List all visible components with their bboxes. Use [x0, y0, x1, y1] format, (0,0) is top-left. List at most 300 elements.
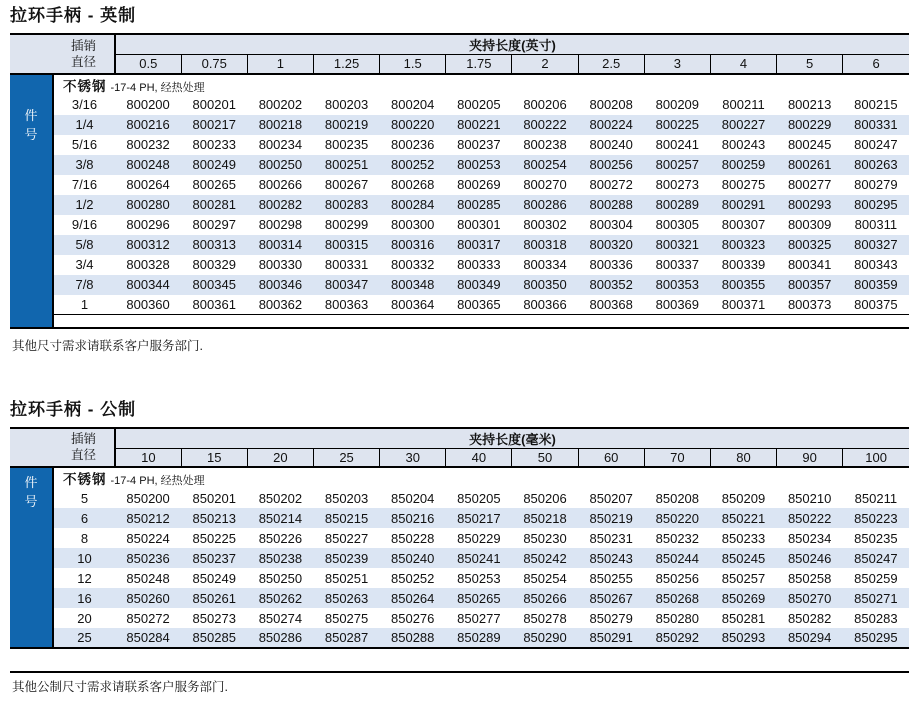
part-number-cell: 800247	[854, 137, 898, 152]
part-number-cell: 800360	[126, 296, 170, 312]
part-number-cell: 850203	[324, 490, 369, 506]
part-number-cell: 800353	[644, 275, 710, 295]
part-number-cell: 800270	[523, 177, 567, 192]
material-treatment: -17-4 PH, 经热处理	[110, 81, 205, 94]
part-number-cell: 800203	[324, 97, 369, 112]
part-number-cell: 800299	[324, 217, 369, 232]
parts-table-row	[10, 275, 909, 295]
part-number-cell: 850266	[512, 588, 578, 608]
clamp-length-column-header: 90	[777, 448, 843, 467]
part-number-cell: 800355	[710, 275, 776, 295]
part-number-cell: 850207	[589, 490, 633, 506]
clamp-length-column-header: 15	[181, 448, 247, 467]
pin-diameter-value: 7/8	[53, 275, 115, 295]
part-number-cell: 800253	[446, 155, 512, 175]
part-number-cell: 800330	[258, 257, 303, 272]
part-number-cell: 800205	[457, 97, 501, 112]
part-number-cell: 850263	[313, 588, 379, 608]
part-number-cell: 850241	[446, 548, 512, 568]
part-number-cell: 800234	[258, 137, 303, 152]
part-number-cell: 800368	[589, 296, 633, 312]
part-number-cell: 850215	[313, 508, 379, 528]
part-number-cell: 850233	[721, 530, 766, 546]
part-number-cell: 800298	[258, 217, 303, 232]
part-number-cell: 850216	[380, 508, 446, 528]
part-number-cell: 800280	[115, 195, 181, 215]
pin-diameter-header	[10, 428, 115, 468]
part-number-cell: 800252	[380, 155, 446, 175]
pin-diameter-value: 16	[53, 588, 115, 608]
clamp-length-column-header: 1.75	[446, 55, 512, 74]
part-number-cell: 800222	[512, 115, 578, 135]
part-number-cell: 800213	[787, 97, 832, 112]
pin-diameter-value: 3/8	[53, 155, 115, 175]
part-number-cell: 800211	[722, 97, 765, 112]
part-number-cell: 850255	[589, 570, 633, 586]
part-number-cell: 800344	[115, 275, 181, 295]
metric-section-title: 拉环手柄 - 公制	[10, 399, 137, 419]
part-number-cell: 800373	[787, 296, 832, 312]
clamp-length-column-header: 60	[578, 448, 644, 467]
part-number-cell: 850293	[710, 628, 776, 648]
clamp-length-column-header: 70	[644, 448, 710, 467]
part-number-cell: 850274	[258, 610, 303, 626]
part-number-cell: 850295	[843, 628, 909, 648]
parts-table-row	[10, 528, 909, 548]
clamp-length-column-header: 20	[247, 448, 313, 467]
part-number-cell: 800284	[380, 195, 446, 215]
part-number-cell: 800352	[578, 275, 644, 295]
part-number-cell: 850267	[578, 588, 644, 608]
part-number-cell: 850220	[644, 508, 710, 528]
clamp-length-columns-row	[10, 55, 909, 74]
part-number-cell: 800301	[457, 217, 501, 232]
part-number-side-strip	[10, 74, 53, 328]
part-number-cell: 850219	[578, 508, 644, 528]
clamp-length-column-header: 6	[843, 55, 909, 74]
part-number-cell: 800336	[589, 257, 633, 272]
clamp-length-header: 夹持长度(英寸)	[115, 34, 909, 55]
clamp-length-column-header: 30	[380, 448, 446, 467]
part-number-cell: 850230	[523, 530, 567, 546]
metric-parts-table	[10, 427, 909, 650]
part-number-cell: 850269	[710, 588, 776, 608]
part-number-cell: 850287	[313, 628, 379, 648]
part-number-cell: 800333	[457, 257, 501, 272]
part-number-cell: 800366	[523, 296, 567, 312]
part-number-cell: 800307	[721, 217, 766, 232]
part-number-cell: 850222	[777, 508, 843, 528]
part-number-cell: 800232	[126, 137, 170, 152]
pin-diameter-value: 1	[80, 296, 89, 312]
pin-diameter-value: 8	[80, 530, 89, 546]
part-number-cell: 800283	[313, 195, 379, 215]
part-number-cell: 850272	[126, 610, 170, 626]
pin-diameter-value: 12	[77, 570, 92, 586]
parts-table-row	[10, 568, 909, 588]
pin-header-line1: 插销	[71, 38, 97, 53]
part-number-cell: 800215	[854, 97, 898, 112]
part-number-cell: 800206	[523, 97, 567, 112]
part-number-cell: 800225	[644, 115, 710, 135]
clamp-length-column-header: 2.5	[578, 55, 644, 74]
part-number-cell: 800220	[380, 115, 446, 135]
part-number-cell: 800286	[512, 195, 578, 215]
pin-diameter-value: 3/16	[71, 97, 98, 112]
part-number-cell: 800265	[192, 177, 236, 192]
material-name: 不锈钢	[63, 78, 107, 94]
part-number-cell: 850264	[380, 588, 446, 608]
part-number-cell: 800272	[589, 177, 633, 192]
clamp-length-column-header: 40	[446, 448, 512, 467]
part-number-cell: 800240	[589, 137, 633, 152]
part-number-cell: 800221	[446, 115, 512, 135]
part-number-cell: 850270	[777, 588, 843, 608]
part-number-cell: 850210	[787, 490, 832, 506]
part-number-cell: 800291	[710, 195, 776, 215]
part-number-cell: 800257	[644, 155, 710, 175]
pin-diameter-value: 25	[53, 628, 115, 648]
part-number-cell: 800305	[655, 217, 700, 232]
footnote-divider-line	[10, 671, 909, 673]
part-number-cell: 850288	[380, 628, 446, 648]
side-label-bottom: 号	[24, 126, 38, 142]
part-number-cell: 850279	[589, 610, 633, 626]
pin-diameter-value: 7/16	[71, 177, 98, 192]
part-number-cell: 800217	[181, 115, 247, 135]
part-number-cell: 800312	[115, 235, 181, 255]
part-number-cell: 800302	[523, 217, 567, 232]
clamp-length-header: 夹持长度(毫米)	[115, 428, 909, 449]
part-number-cell: 800279	[854, 177, 898, 192]
part-number-cell: 850209	[721, 490, 766, 506]
part-number-cell: 800250	[247, 155, 313, 175]
part-number-cell: 800289	[644, 195, 710, 215]
part-number-cell: 800243	[721, 137, 766, 152]
clamp-length-column-header: 1.25	[313, 55, 379, 74]
part-number-cell: 800277	[787, 177, 832, 192]
part-number-cell: 800282	[247, 195, 313, 215]
parts-table-row	[10, 255, 909, 275]
part-number-cell: 850259	[854, 570, 898, 586]
part-number-cell: 800259	[710, 155, 776, 175]
imperial-parts-table	[10, 33, 909, 329]
pin-diameter-value: 10	[53, 548, 115, 568]
part-number-cell: 800224	[578, 115, 644, 135]
part-number-cell: 850228	[391, 530, 435, 546]
part-number-cell: 800341	[787, 257, 832, 272]
part-number-cell: 850289	[446, 628, 512, 648]
part-number-cell: 800362	[258, 296, 303, 312]
clamp-length-column-header: 3	[644, 55, 710, 74]
part-number-cell: 800285	[446, 195, 512, 215]
part-number-cell: 850294	[777, 628, 843, 648]
part-number-cell: 800241	[655, 137, 700, 152]
pin-diameter-value: 5/8	[53, 235, 115, 255]
side-label-top: 件	[24, 475, 38, 490]
part-number-cell: 800331	[843, 115, 909, 135]
part-number-cell: 800364	[391, 296, 435, 312]
material-name: 不锈钢	[63, 472, 107, 487]
part-number-cell: 850260	[115, 588, 181, 608]
part-number-cell: 850234	[787, 530, 832, 546]
part-number-cell: 800293	[777, 195, 843, 215]
part-number-cell: 800266	[258, 177, 303, 192]
part-number-cell: 800329	[192, 257, 236, 272]
part-number-cell: 850291	[578, 628, 644, 648]
part-number-cell: 800202	[258, 97, 303, 112]
part-number-cell: 850227	[324, 530, 369, 546]
clamp-length-column-header: 100	[843, 448, 909, 467]
part-number-cell: 800209	[655, 97, 700, 112]
part-number-cell: 800237	[457, 137, 501, 152]
part-number-cell: 850250	[258, 570, 303, 586]
part-number-cell: 800268	[391, 177, 435, 192]
part-number-cell: 800316	[380, 235, 446, 255]
pin-diameter-value: 1/4	[53, 115, 115, 135]
part-number-cell: 800349	[446, 275, 512, 295]
clamp-length-column-header: 1	[247, 55, 313, 74]
part-number-cell: 800218	[247, 115, 313, 135]
clamp-length-column-header: 25	[313, 448, 379, 467]
pin-diameter-value: 9/16	[71, 217, 98, 232]
part-number-cell: 850290	[512, 628, 578, 648]
part-number-cell: 850202	[258, 490, 303, 506]
part-number-cell: 800365	[457, 296, 501, 312]
part-number-cell: 800254	[512, 155, 578, 175]
part-number-cell: 800236	[391, 137, 435, 152]
part-number-cell: 800348	[380, 275, 446, 295]
pin-diameter-value: 5/16	[71, 137, 98, 152]
part-number-cell: 850254	[523, 570, 567, 586]
part-number-cell: 850211	[854, 490, 898, 506]
part-number-cell: 850214	[247, 508, 313, 528]
part-number-cell: 850286	[247, 628, 313, 648]
parts-table-row	[10, 95, 909, 115]
part-number-cell: 850268	[644, 588, 710, 608]
part-number-cell: 850240	[380, 548, 446, 568]
material-spec	[53, 74, 909, 95]
part-number-cell: 800332	[391, 257, 435, 272]
part-number-cell: 800315	[313, 235, 379, 255]
pin-header-line2: 直径	[71, 448, 97, 463]
parts-table-row	[10, 195, 909, 215]
part-number-cell: 800251	[313, 155, 379, 175]
part-number-cell: 800345	[181, 275, 247, 295]
clamp-length-column-header: 0.75	[181, 55, 247, 74]
part-number-cell: 800261	[777, 155, 843, 175]
metric-section	[10, 400, 909, 696]
part-number-cell: 850284	[115, 628, 181, 648]
part-number-cell: 850262	[247, 588, 313, 608]
part-number-cell: 850246	[777, 548, 843, 568]
part-number-cell: 800288	[578, 195, 644, 215]
clamp-length-columns-row	[10, 448, 909, 467]
part-number-cell: 800256	[578, 155, 644, 175]
part-number-cell: 850225	[192, 530, 236, 546]
part-number-cell: 850278	[523, 610, 567, 626]
part-number-cell: 850212	[115, 508, 181, 528]
parts-table-row	[10, 175, 909, 195]
part-number-cell: 850218	[512, 508, 578, 528]
imperial-section-title: 拉环手柄 - 英制	[10, 6, 137, 25]
part-number-cell: 800227	[710, 115, 776, 135]
blank-spacer-row	[10, 315, 909, 328]
part-number-cell: 850243	[578, 548, 644, 568]
part-number-cell: 800343	[854, 257, 898, 272]
part-number-cell: 850271	[843, 588, 909, 608]
side-label-bottom: 号	[24, 494, 38, 509]
part-number-cell: 800248	[115, 155, 181, 175]
part-number-cell: 850213	[181, 508, 247, 528]
part-number-cell: 850201	[192, 490, 236, 506]
part-number-cell: 850257	[721, 570, 766, 586]
clamp-length-column-header: 2	[512, 55, 578, 74]
part-number-cell: 800273	[655, 177, 700, 192]
part-number-cell: 800339	[721, 257, 766, 272]
parts-table-row	[10, 215, 909, 235]
part-number-cell: 850204	[391, 490, 435, 506]
part-number-cell: 800318	[512, 235, 578, 255]
part-number-cell: 850277	[457, 610, 501, 626]
part-number-cell: 850235	[854, 530, 898, 546]
part-number-cell: 850226	[258, 530, 303, 546]
pin-diameter-value: 3/4	[75, 257, 94, 272]
side-label-top: 件	[24, 107, 38, 123]
parts-table-row	[10, 135, 909, 155]
pin-diameter-value: 20	[77, 610, 92, 626]
part-number-cell: 800263	[843, 155, 909, 175]
part-number-cell: 800245	[787, 137, 832, 152]
pin-diameter-value: 5	[80, 490, 89, 506]
part-number-cell: 850239	[313, 548, 379, 568]
part-number-cell: 800346	[247, 275, 313, 295]
parts-table-row	[10, 235, 909, 255]
part-number-cell: 800235	[324, 137, 369, 152]
material-spec	[53, 467, 909, 488]
part-number-cell: 850223	[843, 508, 909, 528]
part-number-cell: 800334	[523, 257, 567, 272]
part-number-cell: 850275	[324, 610, 369, 626]
part-number-cell: 850253	[457, 570, 501, 586]
part-number-cell: 800275	[721, 177, 766, 192]
part-number-cell: 800317	[446, 235, 512, 255]
part-number-cell: 800313	[181, 235, 247, 255]
part-number-cell: 800229	[777, 115, 843, 135]
part-number-cell: 850238	[247, 548, 313, 568]
parts-table-row	[10, 548, 909, 568]
part-number-cell: 800200	[126, 97, 170, 112]
part-number-cell: 800311	[854, 217, 898, 232]
part-number-cell: 800314	[247, 235, 313, 255]
part-number-cell: 850252	[391, 570, 435, 586]
pin-diameter-value: 6	[53, 508, 115, 528]
part-number-cell: 800296	[126, 217, 170, 232]
part-number-cell: 800359	[843, 275, 909, 295]
part-number-cell: 850217	[446, 508, 512, 528]
part-number-cell: 850237	[181, 548, 247, 568]
part-number-cell: 800269	[457, 177, 501, 192]
part-number-cell: 800331	[324, 257, 369, 272]
part-number-cell: 850244	[644, 548, 710, 568]
part-number-cell: 800323	[710, 235, 776, 255]
part-number-cell: 850247	[843, 548, 909, 568]
part-number-cell: 850224	[126, 530, 170, 546]
part-number-cell: 800371	[721, 296, 766, 312]
part-number-cell: 850236	[115, 548, 181, 568]
part-number-cell: 800337	[655, 257, 700, 272]
part-number-cell: 850231	[589, 530, 633, 546]
part-number-cell: 800375	[854, 296, 898, 312]
part-number-cell: 850205	[457, 490, 501, 506]
part-number-cell: 800328	[126, 257, 170, 272]
part-number-cell: 850251	[324, 570, 369, 586]
clamp-length-column-header: 10	[115, 448, 181, 467]
pin-header-line2: 直径	[71, 54, 97, 69]
part-number-cell: 850232	[655, 530, 700, 546]
part-number-cell: 800361	[192, 296, 236, 312]
clamp-length-column-header: 1.5	[380, 55, 446, 74]
imperial-footnote: 其他尺寸需求请联系客户服务部门.	[12, 338, 203, 353]
part-number-cell: 850206	[523, 490, 567, 506]
parts-table-row	[10, 608, 909, 628]
pin-diameter-header	[10, 34, 115, 74]
clamp-length-column-header: 50	[512, 448, 578, 467]
part-number-cell: 800297	[192, 217, 236, 232]
part-number-cell: 850248	[126, 570, 170, 586]
part-number-cell: 850249	[192, 570, 236, 586]
parts-table-row	[10, 628, 909, 648]
part-number-cell: 850265	[446, 588, 512, 608]
parts-table-row	[10, 155, 909, 175]
part-number-cell: 850261	[181, 588, 247, 608]
part-number-cell: 850282	[787, 610, 832, 626]
part-number-cell: 800216	[115, 115, 181, 135]
part-number-cell: 850258	[787, 570, 832, 586]
metric-footnote: 其他公制尺寸需求请联系客户服务部门.	[12, 680, 228, 694]
material-row	[10, 74, 909, 95]
pin-header-line1: 插销	[71, 432, 97, 446]
parts-table-row	[10, 588, 909, 608]
part-number-cell: 800233	[192, 137, 236, 152]
part-number-cell: 850285	[181, 628, 247, 648]
part-number-cell: 800281	[181, 195, 247, 215]
part-number-cell: 800369	[655, 296, 700, 312]
part-number-cell: 850292	[644, 628, 710, 648]
part-number-cell: 800327	[843, 235, 909, 255]
part-number-cell: 850273	[192, 610, 236, 626]
part-number-cell: 850256	[655, 570, 700, 586]
part-number-cell: 800363	[324, 296, 369, 312]
clamp-length-column-header: 0.5	[115, 55, 181, 74]
part-number-cell: 800201	[192, 97, 236, 112]
pin-diameter-value: 1/2	[53, 195, 115, 215]
part-number-cell: 800264	[126, 177, 170, 192]
parts-table-row	[10, 115, 909, 135]
part-number-cell: 800267	[324, 177, 369, 192]
part-number-cell: 800357	[777, 275, 843, 295]
clamp-length-column-header: 5	[777, 55, 843, 74]
part-number-cell: 800304	[589, 217, 633, 232]
part-number-cell: 850200	[126, 490, 170, 506]
part-number-cell: 850283	[854, 610, 898, 626]
part-number-cell: 800219	[313, 115, 379, 135]
material-row	[10, 467, 909, 488]
part-number-cell: 800204	[391, 97, 435, 112]
part-number-cell: 800350	[512, 275, 578, 295]
part-number-cell: 800347	[313, 275, 379, 295]
part-number-cell: 800321	[644, 235, 710, 255]
